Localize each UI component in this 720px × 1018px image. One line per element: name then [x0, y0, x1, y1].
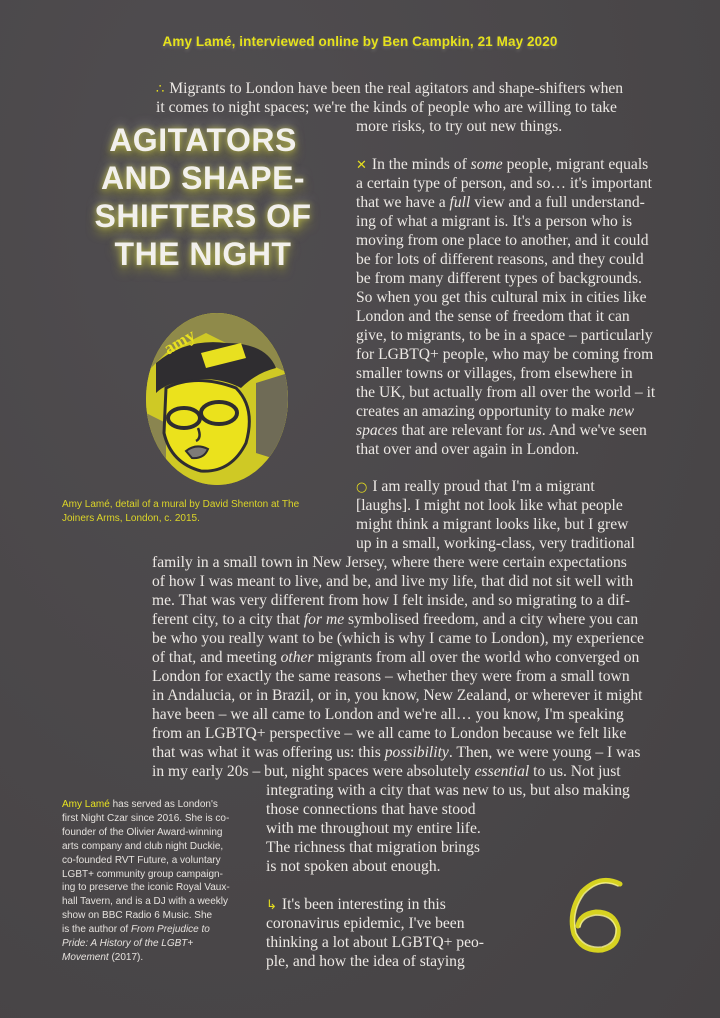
- circle-icon: ○: [356, 480, 368, 495]
- svg-text:amy: amy: [160, 324, 199, 359]
- byline-header: Amy Lamé, interviewed online by Ben Campkin, 21 May 2020: [162, 34, 558, 49]
- magazine-page: Amy Lamé, interviewed online by Ben Campkin, 21 May 2020 ∴ Migrants to London have been the real agitators and shape-shifters when it comes to night spaces; we're the kinds of people who are willing to take more risks, to try out new things. AGITATORS AND SHAPE- SHIFTERS OF THE NIGHT ✕ In the minds of some people, migrant equals a certain type of person, and so… it's important that we have a full view and a full understand- ing of what a migrant is. It's a person who is moving from one place to another, and it could be for lots of different reasons, and they could be from many different types of backgrounds. So when you get this cultural mix in cities like London and the sense of freedom that it can give, to migrants, to be in a space – particularly for LGBTQ+ people, who may be coming from smaller towns or villages, from elsewhere in the UK, but actually from all over the world – it creates an amazing opportunity to make new spaces that are relevant for us. And we've seen that over and over again in London. amy Amy Lamé, detail of a mural by David Shenton at The Joiners Arms, London, c. 2015. ○ I am really proud that I'm a migrant [laughs]. I might not look like what people might think a migrant looks like, but I grew up in a small, working-class, very traditional family in a small town in New Jersey, where there were certain expectations of how I was meant to live, and be, and live my life, that did not sit well with me. That was very different from how I felt inside, and so migrating to a dif- ferent city, to a city that for me symbolised freedom, and a city where you can be who you really want to be (which is why I came to London), my experience of that, and meeting other migrants from all over the world who converged on London for exactly the same reasons – whether they were from a small town in Andalucia, or in Brazil, or in, you know, New Zealand, or wherever it might have been – we all came to London and we're all… you know, I'm speaking from an LGBTQ+ perspective – we all came to London because we felt like that was what it was offering us: this possibility. Then, we were young – I was in my early 20s – but, night spaces were absolutely essential to us. Not just integrating with a city that was new to us, but also making those connections that have stood with me throughout my entire life. The richness that migration brings is not spoken about enough. Amy Lamé has served as London's first Night Czar since 2016. She is co- founder of the Olivier Award-winning arts company and club night Duckie, co-founded RVT Future, a voluntary LGBT+ community group campaign- ing to preserve the iconic Royal Vaux- hall Tavern, and is a DJ with a weekly show on BBC Radio 6 Music. She is the author of From Prejudice to Pride: A History of the LGBT+ Movement (2017). ↳ It's been interesting in this coronavirus epidemic, I've been thinking a lot about LGBTQ+ peo- ple, and how the idea of staying: [0, 0, 720, 1018]
- mural-portrait-image: [146, 313, 288, 485]
- cross-icon: ✕: [356, 158, 367, 173]
- author-bio: Amy Lamé has served as London's first Night Czar since 2016. She is co- founder of the Olivier Award-winning arts company and club night Duckie, co-founded RVT Future, a voluntary LGBT+ community group campaign- ing to preserve the iconic Royal Vaux- hall Tavern, and is a DJ with a weekly show on BBC Radio 6 Music. She is the author of From Prejudice to Pride: A History of the LGBT+ Movement (2017).: [62, 799, 230, 963]
- page-number-glyph: [560, 872, 630, 957]
- page-number: [560, 872, 630, 957]
- mural-illustration: [146, 313, 288, 485]
- bio-name: Amy Lamé: [62, 799, 110, 810]
- article-headline: AGITATORS AND SHAPE- SHIFTERS OF THE NIGHT: [94, 122, 312, 272]
- triangle-dots-icon: ∴: [156, 82, 165, 97]
- corner-arrow-icon: ↳: [266, 898, 277, 913]
- image-caption: Amy Lamé, detail of a mural by David Shenton at The Joiners Arms, London, c. 2015.: [62, 499, 300, 524]
